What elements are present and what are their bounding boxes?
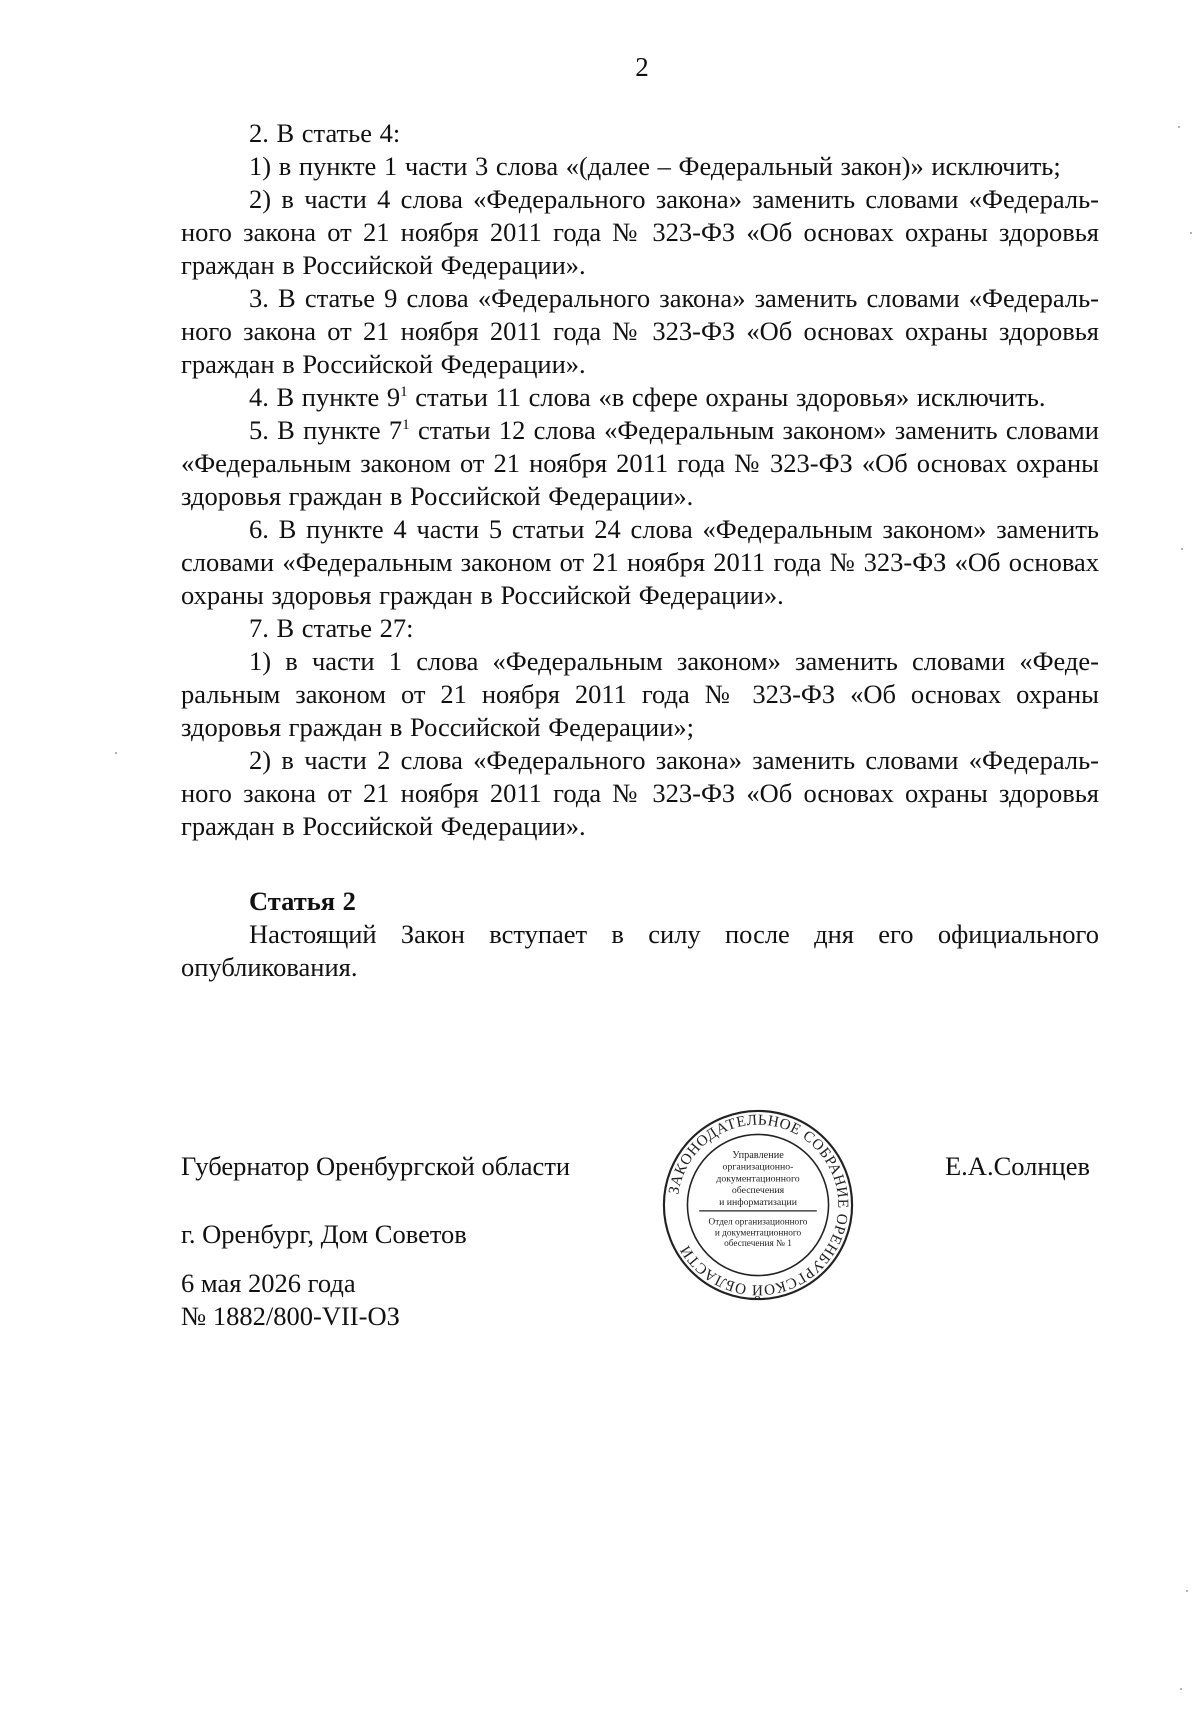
paragraph-article4-intro: 2. В статье 4: bbox=[249, 118, 401, 148]
article2-heading: Статья 2 bbox=[249, 886, 356, 916]
paragraph-article4-item2: 2) в части 4 слова «Федерального закона» заменить словами «Федерального закона от 21 ноября 2011 года № 323-ФЗ «Об основах охраны здоровья граждан в Российской Федерации». bbox=[181, 184, 1099, 280]
stamp-line-6: Отдел организационного bbox=[708, 1217, 808, 1228]
governor-name: Е.А.Солнцев bbox=[945, 1151, 1091, 1181]
paragraph-article27-item2: 2) в части 2 слова «Федерального закона» заменить словами «Федерального закона от 21 ноября 2011 года № 323-ФЗ «Об основах охраны здоровья граждан в Российской Федерации». bbox=[181, 745, 1099, 841]
paragraph-article9: 3. В статье 9 слова «Федерального закона» заменить словами «Федерального закона от 21 ноября 2011 года № 323-ФЗ «Об основах охраны здоровья граждан в Российской Федерации». bbox=[181, 283, 1099, 379]
stamp-line-3: документационного bbox=[716, 1173, 800, 1185]
scan-speck bbox=[1180, 1688, 1182, 1690]
stamp-outer-text: ЗАКОНОДАТЕЛЬНОЕ СОБРАНИЕ ОРЕНБУРГСКОЙ ОБЛАСТИ bbox=[665, 1111, 852, 1299]
stamp-line-7: и документационного bbox=[714, 1228, 802, 1239]
paragraph-article27-intro: 7. В статье 27: bbox=[249, 613, 414, 643]
scan-speck bbox=[115, 752, 117, 754]
article2-text: Настоящий Закон вступает в силу после дня его официального опубликования. bbox=[181, 919, 1099, 982]
stamp-line-4: обеспечения bbox=[731, 1185, 785, 1197]
stamp-line-2: организационно- bbox=[722, 1161, 794, 1173]
stamp-line-8: обеспечения № 1 bbox=[724, 1239, 792, 1250]
paragraph-article11: 4. В пункте $9^1$ статьи 11 слова «в сфере охраны здоровья» исключить. bbox=[249, 382, 1046, 412]
scan-speck bbox=[1190, 232, 1192, 234]
paragraph-article12: 5. В пункте $7^1$ статьи 12 слова «Федеральным законом» заменить словами «Федеральным законом от 21 ноября 2011 года № 323-ФЗ «Об основах охраны здоровья граждан в Российской Федерации». bbox=[181, 415, 1099, 511]
paragraph-article4-item1: 1) в пункте 1 части 3 слова «(далее – Федеральный закон)» исключить; bbox=[249, 151, 1061, 181]
scan-speck bbox=[1181, 548, 1183, 550]
official-seal-stamp bbox=[660, 1107, 856, 1303]
page-number: 2 bbox=[635, 52, 649, 82]
signing-date: 6 мая 2026 года bbox=[181, 1268, 356, 1298]
signing-place: г. Оренбург, Дом Советов bbox=[181, 1219, 467, 1249]
paragraph-article24: 6. В пункте 4 части 5 статьи 24 слова «Федеральным законом» заменить словами «Федеральным законом от 21 ноября 2011 года № 323-ФЗ «Об основах охраны здоровья граждан в Российской Федерации». bbox=[181, 514, 1099, 610]
law-number: № 1882/800-VII-ОЗ bbox=[181, 1301, 400, 1331]
scan-speck bbox=[1186, 1590, 1188, 1592]
governor-title: Губернатор Оренбургской области bbox=[181, 1151, 571, 1181]
paragraph-article27-item1: 1) в части 1 слова «Федеральным законом» заменить словами «Федеральным законом от 21 ноября 2011 года № 323-ФЗ «Об основах охраны здоровья граждан в Российской Федерации»; bbox=[181, 646, 1099, 742]
scan-speck bbox=[1178, 126, 1180, 128]
stamp-line-5: и информатизации bbox=[719, 1197, 797, 1208]
stamp-line-1: Управление bbox=[732, 1149, 784, 1161]
